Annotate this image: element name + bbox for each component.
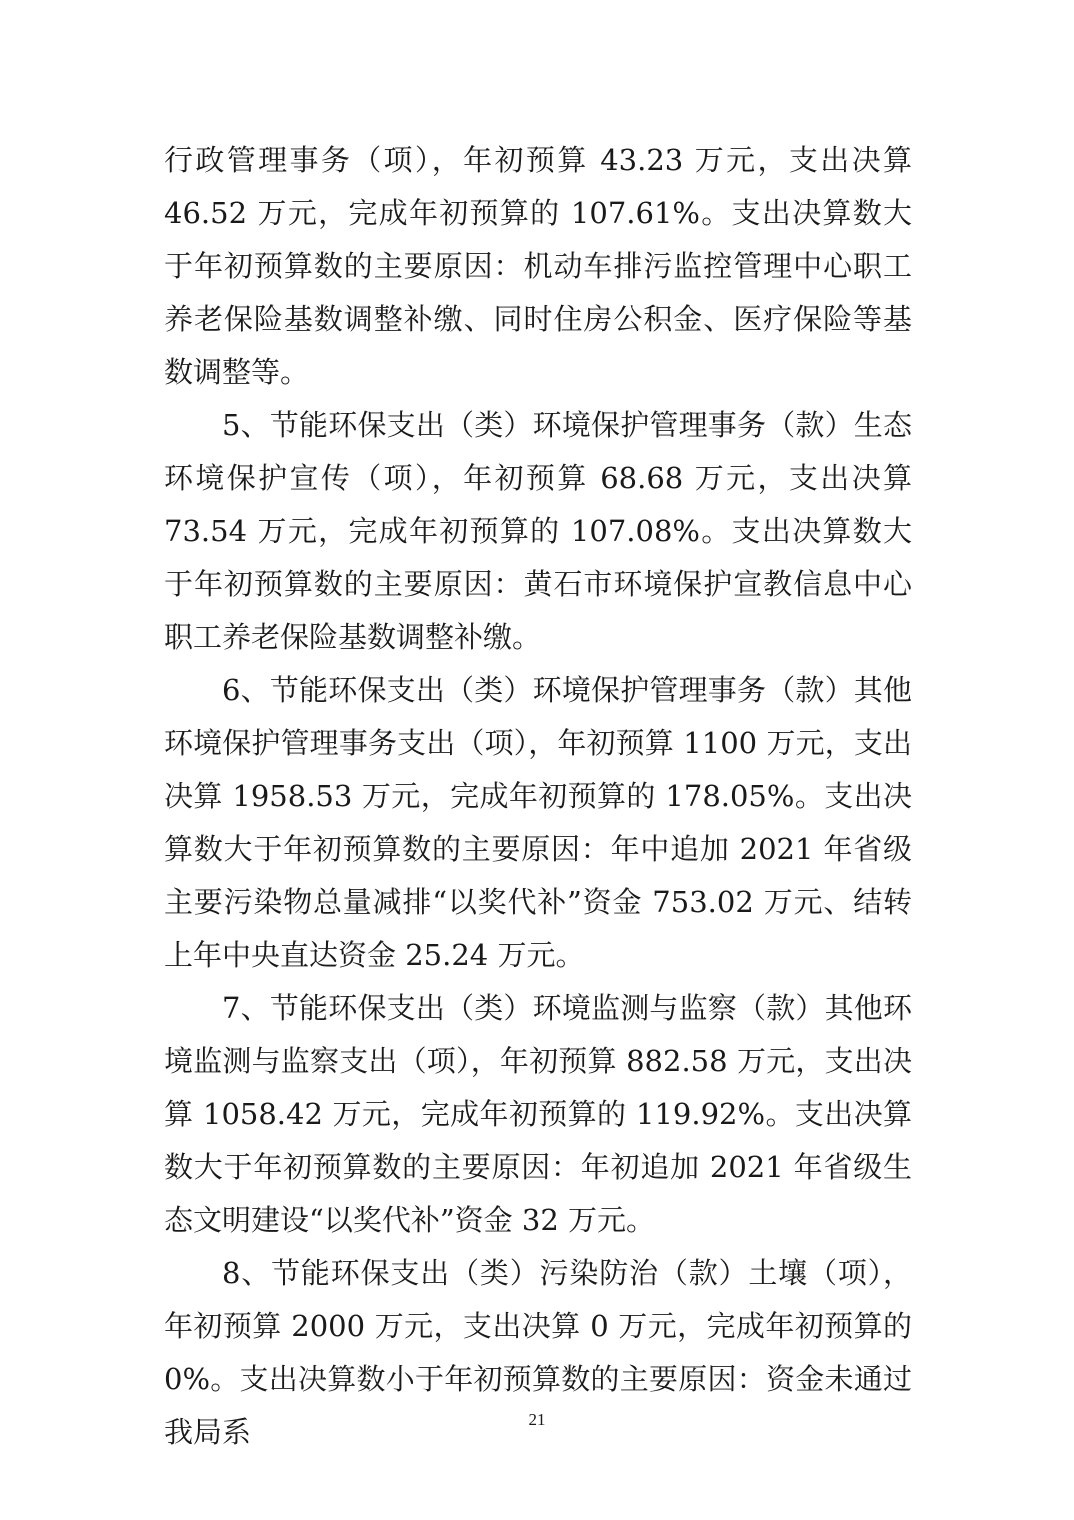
- page-number: 21: [528, 1410, 546, 1429]
- body-text: [164, 134, 912, 1459]
- paragraph-item-6: 6、节能环保支出（类）环境保护管理事务（款）其他环境保护管理事务支出（项），年初预算 1100 万元，支出决算 1958.53 万元，完成年初预算的 178.05%。支出决算数大于年初预算数的主要原因：年中追加 2021 年省级主要污染物总量减排“以奖代补”资金 753.02 万元、结转上年中央直达资金 25.24 万元。: [164, 673, 912, 972]
- paragraph-item-5: 5、节能环保支出（类）环境保护管理事务（款）生态环境保护宣传（项），年初预算 68.68 万元，支出决算 73.54 万元，完成年初预算的 107.08%。支出决算数大于年初预算数的主要原因：黄石市环境保护宣教信息中心职工养老保险基数调整补缴。: [164, 408, 912, 654]
- paragraph-item-8: 8、节能环保支出（类）污染防治（款）土壤（项），年初预算 2000 万元，支出决算 0 万元，完成年初预算的 0%。支出决算数小于年初预算数的主要原因：资金未通过我局系: [164, 1256, 912, 1449]
- paragraph-item-7: 7、节能环保支出（类）环境监测与监察（款）其他环境监测与监察支出（项），年初预算 882.58 万元，支出决算 1058.42 万元，完成年初预算的 119.92%。支出决算数大于年初预算数的主要原因：年初追加 2021 年省级生态文明建设“以奖代补”资金 32 万元。: [164, 991, 912, 1237]
- paragraph-continued: 行政管理事务（项），年初预算 43.23 万元，支出决算 46.52 万元，完成年初预算的 107.61%。支出决算数大于年初预算数的主要原因：机动车排污监控管理中心职工养老保险基数调整补缴、同时住房公积金、医疗保险等基数调整等。: [164, 143, 912, 389]
